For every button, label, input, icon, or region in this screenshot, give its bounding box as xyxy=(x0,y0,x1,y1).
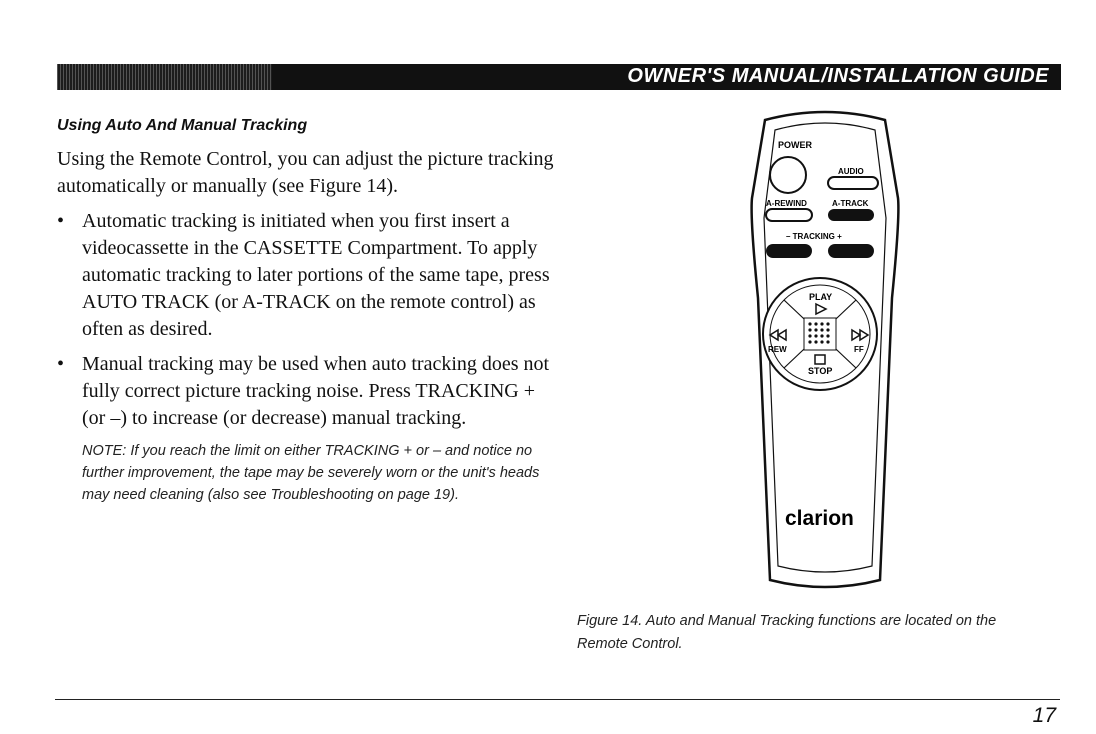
center-grid xyxy=(804,318,836,350)
play-label: PLAY xyxy=(809,292,833,302)
bullet-dot: • xyxy=(57,353,65,375)
tracking-label: – TRACKING + xyxy=(786,232,842,241)
a-rewind-label: A-REWIND xyxy=(766,199,807,208)
stop-label: STOP xyxy=(808,366,833,376)
section-title: Using Auto And Manual Tracking xyxy=(57,117,308,134)
header-stipple xyxy=(57,64,272,90)
bullet-text: Automatic tracking is initiated when you first insert a videocassette in the CASSETTE Compartment. To apply automatic tracking to later portions of the same tape, press AUTO TRACK (or A-TRACK on the remote control) as often as desired. xyxy=(82,210,550,340)
intro-paragraph: Using the Remote Control, you can adjust the picture tracking automatically or manually (see Figure 14). xyxy=(57,148,554,197)
footer-divider xyxy=(55,699,1060,700)
tracking-plus-button[interactable] xyxy=(828,244,874,258)
a-rewind-button[interactable] xyxy=(766,209,812,221)
brand-logo: clarion xyxy=(785,507,854,530)
rew-label: REW xyxy=(768,345,787,354)
page-number: 17 xyxy=(1032,704,1056,727)
audio-label: AUDIO xyxy=(838,167,864,176)
power-label: POWER xyxy=(778,140,813,150)
bullet-text: Manual tracking may be used when auto tracking does not fully correct picture tracking noise. Press TRACKING + (or –) to increase (or decrease) manual tracking. xyxy=(82,353,550,429)
a-track-button[interactable] xyxy=(828,209,874,221)
power-button[interactable] xyxy=(770,157,806,193)
remote-control-illustration xyxy=(740,108,910,596)
tracking-minus-button[interactable] xyxy=(766,244,812,258)
figure-caption: Figure 14. Auto and Manual Tracking functions are located on the Remote Control. xyxy=(577,613,997,652)
a-track-label: A-TRACK xyxy=(832,199,869,208)
ff-label: FF xyxy=(854,345,864,354)
header-bar xyxy=(57,64,1061,90)
audio-button[interactable] xyxy=(828,177,878,189)
header-title: OWNER'S MANUAL/INSTALLATION GUIDE xyxy=(627,65,1049,87)
note-text: NOTE: If you reach the limit on either TRACKING + or – and notice no further improvement, the tape may be severely worn or the unit's heads may need cleaning (also see Troubleshooting on page 19). xyxy=(82,443,540,503)
bullet-dot: • xyxy=(57,210,65,232)
